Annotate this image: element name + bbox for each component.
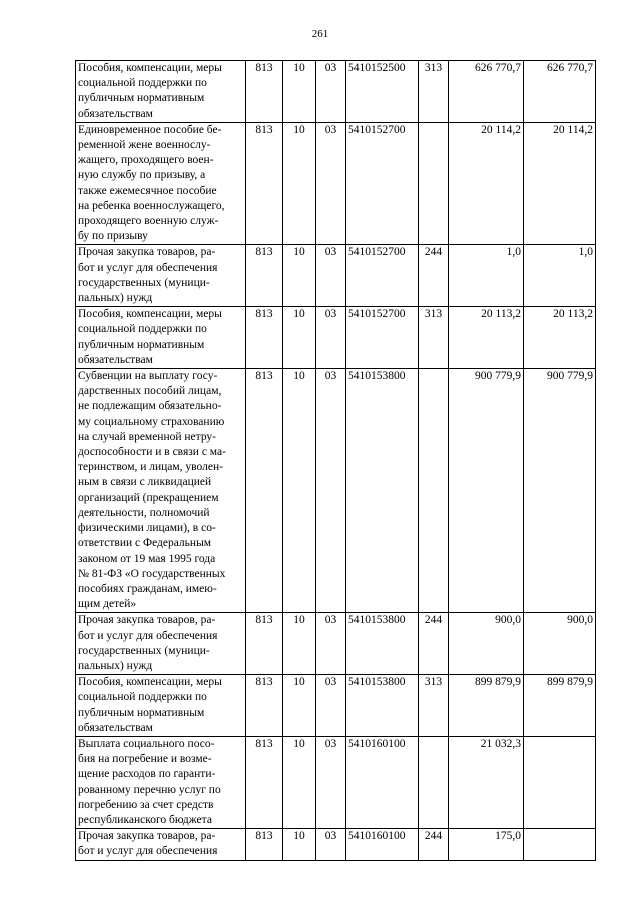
ministry-code-cell: 813 <box>246 829 283 860</box>
section-code-cell: 10 <box>283 829 316 860</box>
expense-type-cell: 244 <box>419 245 449 307</box>
section-code-cell: 10 <box>283 675 316 737</box>
amount-cell: 900 779,9 <box>449 369 524 613</box>
section-code-cell: 10 <box>283 613 316 675</box>
target-article-cell: 5410152700 <box>346 245 419 307</box>
expense-name-cell: Прочая закупка товаров, ра- бот и услуг для обеспечения <box>76 829 246 860</box>
amount-second-cell: 900,0 <box>524 613 596 675</box>
ministry-code-cell: 813 <box>246 122 283 245</box>
table-row <box>76 245 596 307</box>
target-article-cell: 5410152700 <box>346 307 419 369</box>
budget-table <box>75 60 596 861</box>
amount-cell: 21 032,3 <box>449 736 524 828</box>
ministry-code-cell: 813 <box>246 736 283 828</box>
target-article-cell: 5410160100 <box>346 829 419 860</box>
expense-type-cell: 244 <box>419 829 449 860</box>
expense-name-cell: Прочая закупка товаров, ра- бот и услуг для обеспечения государственных (муници- пальных) нужд <box>76 245 246 307</box>
subsection-code-cell: 03 <box>316 369 346 613</box>
subsection-code-cell: 03 <box>316 613 346 675</box>
expense-type-cell: 313 <box>419 675 449 737</box>
amount-second-cell: 900 779,9 <box>524 369 596 613</box>
amount-cell: 1,0 <box>449 245 524 307</box>
amount-second-cell: 20 114,2 <box>524 122 596 245</box>
subsection-code-cell: 03 <box>316 736 346 828</box>
amount-second-cell <box>524 829 596 860</box>
table-row <box>76 736 596 828</box>
expense-type-cell: 313 <box>419 61 449 123</box>
amount-cell: 900,0 <box>449 613 524 675</box>
expense-type-cell: 244 <box>419 613 449 675</box>
section-code-cell: 10 <box>283 61 316 123</box>
table-row <box>76 675 596 737</box>
target-article-cell: 5410152500 <box>346 61 419 123</box>
amount-second-cell: 899 879,9 <box>524 675 596 737</box>
subsection-code-cell: 03 <box>316 245 346 307</box>
section-code-cell: 10 <box>283 736 316 828</box>
table-row <box>76 122 596 245</box>
ministry-code-cell: 813 <box>246 61 283 123</box>
amount-cell: 20 114,2 <box>449 122 524 245</box>
ministry-code-cell: 813 <box>246 613 283 675</box>
expense-name-cell: Прочая закупка товаров, ра- бот и услуг для обеспечения государственных (муници- пальных) нужд <box>76 613 246 675</box>
section-code-cell: 10 <box>283 245 316 307</box>
expense-type-cell: 313 <box>419 307 449 369</box>
table-row <box>76 61 596 123</box>
subsection-code-cell: 03 <box>316 61 346 123</box>
expense-type-cell <box>419 736 449 828</box>
expense-name-cell: Пособия, компенсации, меры социальной поддержки по публичным нормативным обязательствам <box>76 61 246 123</box>
subsection-code-cell: 03 <box>316 829 346 860</box>
target-article-cell: 5410160100 <box>346 736 419 828</box>
ministry-code-cell: 813 <box>246 245 283 307</box>
amount-cell: 899 879,9 <box>449 675 524 737</box>
expense-type-cell <box>419 369 449 613</box>
amount-second-cell <box>524 736 596 828</box>
target-article-cell: 5410152700 <box>346 122 419 245</box>
ministry-code-cell: 813 <box>246 675 283 737</box>
target-article-cell: 5410153800 <box>346 675 419 737</box>
expense-name-cell: Единовременное пособие бе- ременной жене военнослу- жащего, проходящего воен- ную службу по призыву, а также ежемесячное пособие на ребенка военнослужащего, проходящего военную служ- бу по призыву <box>76 122 246 245</box>
subsection-code-cell: 03 <box>316 307 346 369</box>
amount-cell: 20 113,2 <box>449 307 524 369</box>
table-row <box>76 613 596 675</box>
amount-cell: 175,0 <box>449 829 524 860</box>
subsection-code-cell: 03 <box>316 675 346 737</box>
table-row <box>76 829 596 860</box>
amount-second-cell: 20 113,2 <box>524 307 596 369</box>
expense-type-cell <box>419 122 449 245</box>
expense-name-cell: Субвенции на выплату госу- дарственных пособий лицам, не подлежащим обязательно- му социальному страхованию на случай временной нетру- доспособности и в связи с ма- теринством, и лицам, уволен- ным в связи с ликвидацией организаций (прекращением деятельности, полномочий физическими лицами), в со- ответствии с Федеральным законом от 19 мая 1995 года № 81-ФЗ «О государственных пособиях гражданам, имею- щим детей» <box>76 369 246 613</box>
amount-second-cell: 626 770,7 <box>524 61 596 123</box>
table-row <box>76 369 596 613</box>
subsection-code-cell: 03 <box>316 122 346 245</box>
table-row <box>76 307 596 369</box>
expense-name-cell: Выплата социального посо- бия на погребение и возме- щение расходов по гаранти- рованному перечню услуг по погребению за счет средств республиканского бюджета <box>76 736 246 828</box>
ministry-code-cell: 813 <box>246 307 283 369</box>
section-code-cell: 10 <box>283 307 316 369</box>
target-article-cell: 5410153800 <box>346 613 419 675</box>
amount-cell: 626 770,7 <box>449 61 524 123</box>
expense-name-cell: Пособия, компенсации, меры социальной поддержки по публичным нормативным обязательствам <box>76 307 246 369</box>
amount-second-cell: 1,0 <box>524 245 596 307</box>
target-article-cell: 5410153800 <box>346 369 419 613</box>
expense-name-cell: Пособия, компенсации, меры социальной поддержки по публичным нормативным обязательствам <box>76 675 246 737</box>
section-code-cell: 10 <box>283 122 316 245</box>
section-code-cell: 10 <box>283 369 316 613</box>
page-number: 261 <box>311 28 329 40</box>
budget-table-body <box>76 61 596 861</box>
ministry-code-cell: 813 <box>246 369 283 613</box>
